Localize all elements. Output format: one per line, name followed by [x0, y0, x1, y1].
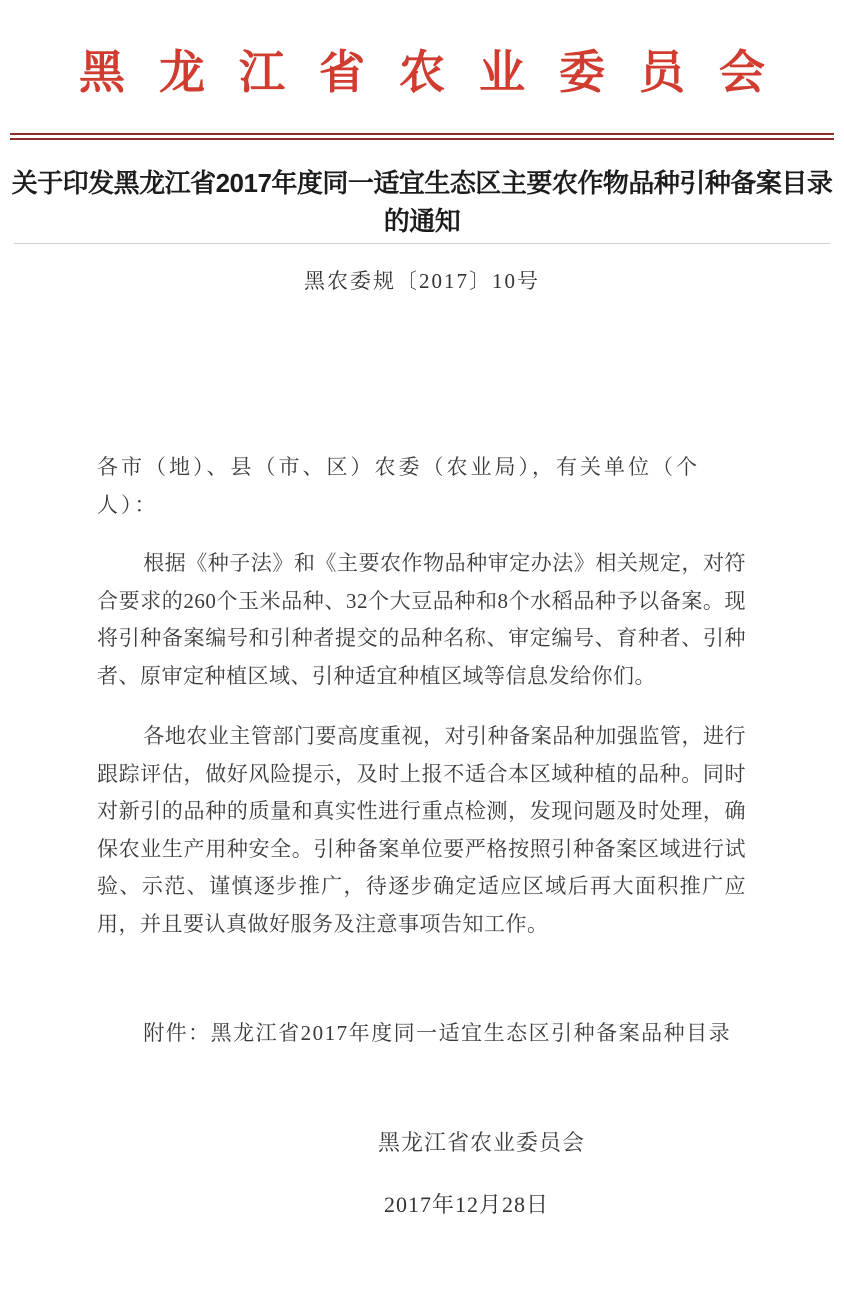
signature-date: 2017年12月28日 — [383, 1191, 549, 1217]
body-paragraph-2: 各地农业主管部门要高度重视，对引种备案品种加强监管，进行跟踪评估，做好风险提示，及时上报不适合本区域种植的品种。同时对新引的品种的质量和真实性进行重点检测，发现问题及时处理，确保农业生产用种安全。引种备案单位要严格按照引种备案区域进行试验、示范、谨慎逐步推广，待逐步确定适应区域后再大面积推广应用，并且要认真做好服务及注意事项告知工作。 — [97, 724, 746, 936]
notice-title — [0, 164, 844, 240]
document-body — [0, 449, 844, 1224]
notice-title-line-2: 的通知 — [383, 206, 461, 236]
letterhead-agency-title: 黑龙江省农业委员会 — [79, 47, 799, 98]
notice-title-line-1: 关于印发黑龙江省2017年度同一适宜生态区主要农作物品种引种备案目录 — [11, 168, 833, 198]
body-paragraph-1: 根据《种子法》和《主要农作物品种审定办法》相关规定，对符合要求的260个玉米品种、32个大豆品种和8个水稻品种予以备案。现将引种备案编号和引种者提交的品种名称、审定编号、育种者、引种者、原审定种植区域、引种适宜种植区域等信息发给你们。 — [97, 551, 746, 688]
attachment-note: 附件：黑龙江省2017年度同一适宜生态区引种备案品种目录 — [143, 1021, 732, 1045]
document-number: 黑农委规〔2017〕10号 — [304, 269, 540, 293]
salutation-line: 各市（地）、县（市、区）农委（农业局），有关单位（个人）： — [97, 455, 700, 517]
title-separator-rule — [14, 243, 830, 244]
letterhead-double-rule — [10, 133, 834, 140]
signature-agency: 黑龙江省农业委员会 — [377, 1129, 585, 1155]
